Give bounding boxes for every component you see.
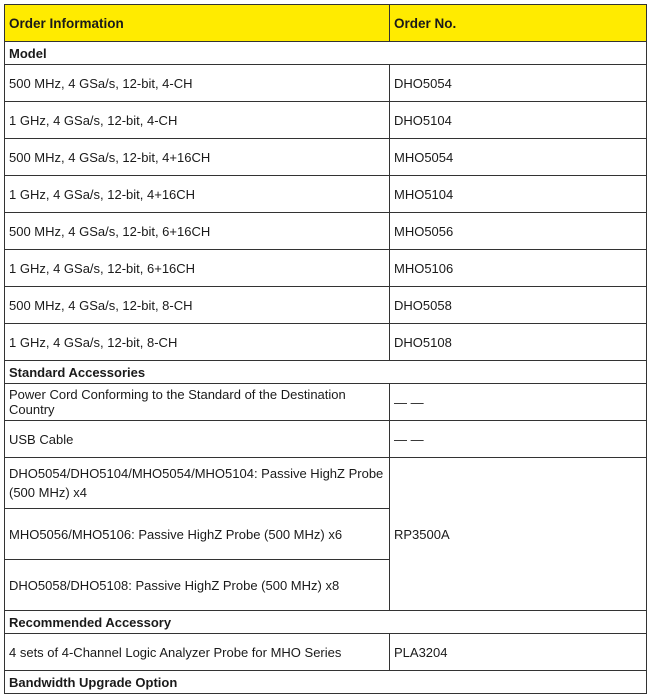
table-row	[5, 324, 647, 361]
model-info: 1 GHz, 4 GSa/s, 12-bit, 4-CH	[5, 102, 390, 139]
model-info: 500 MHz, 4 GSa/s, 12-bit, 6+16CH	[5, 213, 390, 250]
model-order-no: MHO5104	[390, 176, 647, 213]
model-order-no: DHO5054	[390, 65, 647, 102]
section-title-model: Model	[5, 42, 647, 65]
table-row	[5, 65, 647, 102]
power-cord-info: Power Cord Conforming to the Standard of the Destination Country	[5, 384, 390, 421]
probe-order-no: RP3500A	[390, 458, 647, 611]
usb-cable-order-no: — —	[390, 421, 647, 458]
table-row	[5, 139, 647, 176]
model-info: 500 MHz, 4 GSa/s, 12-bit, 4-CH	[5, 65, 390, 102]
table-row	[5, 421, 647, 458]
table-row	[5, 102, 647, 139]
order-information-table	[4, 4, 647, 694]
table-row	[5, 384, 647, 421]
model-info: 1 GHz, 4 GSa/s, 12-bit, 4+16CH	[5, 176, 390, 213]
model-order-no: MHO5056	[390, 213, 647, 250]
header-order-information: Order Information	[5, 5, 390, 42]
section-title-recommended-accessory: Recommended Accessory	[5, 611, 647, 634]
model-order-no: MHO5054	[390, 139, 647, 176]
section-row-bandwidth-upgrade	[5, 671, 647, 694]
section-title-bandwidth-upgrade: Bandwidth Upgrade Option	[5, 671, 647, 694]
model-info: 1 GHz, 4 GSa/s, 12-bit, 8-CH	[5, 324, 390, 361]
usb-cable-info: USB Cable	[5, 421, 390, 458]
probe-info: DHO5058/DHO5108: Passive HighZ Probe (500 MHz) x8	[5, 560, 390, 611]
table-row	[5, 213, 647, 250]
logic-probe-order-no: PLA3204	[390, 634, 647, 671]
table-row	[5, 634, 647, 671]
model-info: 500 MHz, 4 GSa/s, 12-bit, 4+16CH	[5, 139, 390, 176]
table-row	[5, 458, 647, 509]
section-row-model	[5, 42, 647, 65]
section-row-standard-accessories	[5, 361, 647, 384]
logic-probe-info: 4 sets of 4-Channel Logic Analyzer Probe for MHO Series	[5, 634, 390, 671]
model-order-no: DHO5058	[390, 287, 647, 324]
table-row	[5, 250, 647, 287]
model-info: 1 GHz, 4 GSa/s, 12-bit, 6+16CH	[5, 250, 390, 287]
model-order-no: DHO5108	[390, 324, 647, 361]
probe-info: MHO5056/MHO5106: Passive HighZ Probe (500 MHz) x6	[5, 509, 390, 560]
table-header-row	[5, 5, 647, 42]
model-order-no: DHO5104	[390, 102, 647, 139]
table-row	[5, 176, 647, 213]
power-cord-order-no: — —	[390, 384, 647, 421]
model-info: 500 MHz, 4 GSa/s, 12-bit, 8-CH	[5, 287, 390, 324]
order-information-table-container	[4, 4, 646, 694]
probe-info: DHO5054/DHO5104/MHO5054/MHO5104: Passive HighZ Probe (500 MHz) x4	[5, 458, 390, 509]
table-row	[5, 287, 647, 324]
header-order-no: Order No.	[390, 5, 647, 42]
section-row-recommended-accessory	[5, 611, 647, 634]
section-title-standard-accessories: Standard Accessories	[5, 361, 647, 384]
model-order-no: MHO5106	[390, 250, 647, 287]
